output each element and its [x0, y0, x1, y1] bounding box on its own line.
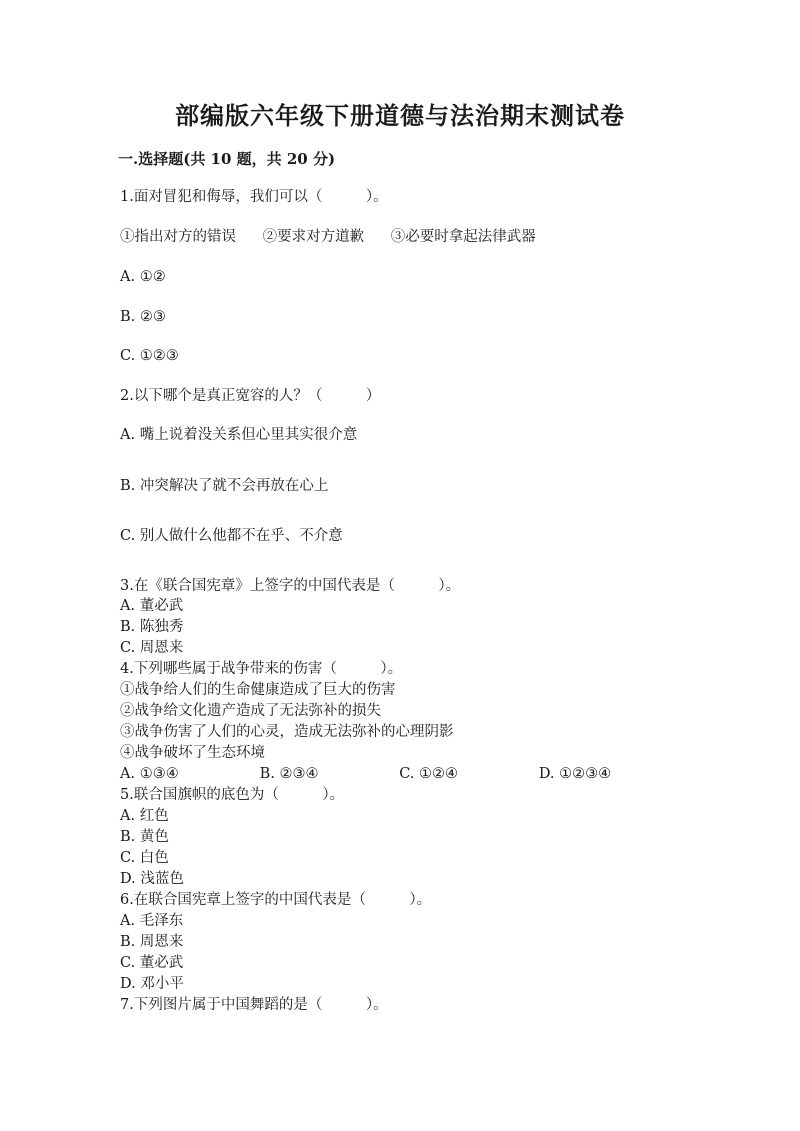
- question-2-stem: 2.以下哪个是真正宽容的人？（ ）: [120, 388, 381, 404]
- question-6-option-d: D. 邓小平: [120, 976, 184, 992]
- option-a: A. ①③④: [120, 766, 179, 782]
- question-6-option-c: C. 董必武: [120, 955, 184, 971]
- page-title: 部编版六年级下册道德与法治期末测试卷: [175, 101, 625, 130]
- statement: ②要求对方道歉: [262, 229, 365, 245]
- option-d: D. ①②③④: [538, 766, 612, 782]
- question-4-statement-1: ①战争给人们的生命健康造成了巨大的伤害: [120, 682, 396, 698]
- section-heading: 一.选择题(共 10 题，共 20 分): [118, 150, 336, 168]
- question-5-option-b: B. 黄色: [120, 829, 169, 845]
- question-2-option-b: B. 冲突解决了就不会再放在心上: [120, 478, 329, 494]
- statement: ③必要时拿起法律武器: [390, 229, 536, 245]
- question-3-option-c: C. 周恩来: [120, 640, 184, 656]
- question-3-stem: 3.在《联合国宪章》上签字的中国代表是（ ）。: [120, 578, 461, 594]
- question-5-option-a: A. 红色: [120, 808, 169, 824]
- question-4-statement-3: ③战争伤害了人们的心灵，造成无法弥补的心理阴影: [120, 724, 454, 740]
- question-5-option-c: C. 白色: [120, 850, 169, 866]
- question-4-options: [120, 764, 640, 784]
- question-1-option-c: C. ①②③: [120, 348, 179, 364]
- option-c: C. ①②④: [399, 766, 459, 782]
- question-3-option-b: B. 陈独秀: [120, 619, 184, 635]
- question-4-statement-2: ②战争给文化遗产造成了无法弥补的损失: [120, 703, 381, 719]
- question-7-stem: 7.下列图片属于中国舞蹈的是（ ）。: [120, 997, 388, 1013]
- question-1-option-b: B. ②③: [120, 309, 166, 325]
- question-4-statement-4: ④战争破坏了生态环境: [120, 745, 265, 761]
- question-2-option-a: A. 嘴上说着没关系但心里其实很介意: [120, 427, 358, 443]
- question-4-stem: 4.下列哪些属于战争带来的伤害（ ）。: [120, 661, 403, 677]
- question-5-stem: 5.联合国旗帜的底色为（ ）。: [120, 787, 345, 803]
- question-6-option-a: A. 毛泽东: [120, 913, 184, 929]
- option-b: B. ②③④: [259, 766, 319, 782]
- question-2-option-c: C. 别人做什么他都不在乎、不介意: [120, 528, 343, 544]
- question-3-option-a: A. 董必武: [120, 598, 184, 614]
- statement: ①指出对方的错误: [120, 229, 236, 245]
- question-5-option-d: D. 浅蓝色: [120, 871, 184, 887]
- question-1-stem: 1.面对冒犯和侮辱，我们可以（ ）。: [120, 189, 388, 205]
- question-6-stem: 6.在联合国宪章上签字的中国代表是（ ）。: [120, 892, 432, 908]
- question-1-statements: [120, 227, 558, 247]
- question-1-option-a: A. ①②: [120, 269, 166, 285]
- question-6-option-b: B. 周恩来: [120, 934, 184, 950]
